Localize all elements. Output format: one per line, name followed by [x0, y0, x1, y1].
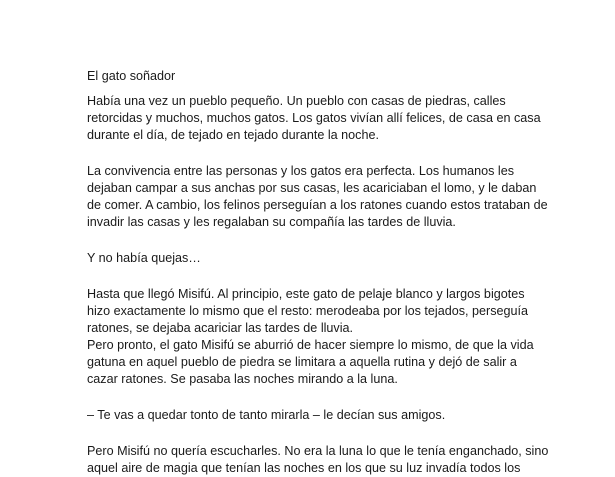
text-line: Había una vez un pueblo pequeño. Un pueblo con casas de piedras, calles	[87, 94, 506, 108]
text-line: aquel aire de magia que tenían las noches en los que su luz invadía todos los	[87, 461, 521, 475]
text-line: ratones, se dejaba acariciar las tardes de lluvia.	[87, 321, 354, 335]
story-title: El gato soñador	[87, 69, 176, 83]
paragraph-1	[87, 93, 587, 144]
text-line: Y no había quejas…	[87, 251, 201, 265]
paragraph-6	[87, 407, 587, 424]
text-line: gatuna en aquel pueblo de piedra se limitara a aquella rutina y dejó de salir a	[87, 355, 517, 369]
text-line: hizo exactamente lo mismo que el resto: merodeaba por los tejados, perseguía	[87, 304, 529, 318]
text-line: durante el día, de tejado en tejado durante la noche.	[87, 128, 379, 142]
text-line: Hasta que llegó Misifú. Al principio, este gato de pelaje blanco y largos bigotes	[87, 287, 525, 301]
text-line: de comer. A cambio, los felinos perseguían a los ratones cuando estos trataban de	[87, 198, 548, 212]
paragraph-2	[87, 163, 587, 231]
text-line: La convivencia entre las personas y los gatos era perfecta. Los humanos les	[87, 164, 515, 178]
text-line: Pero Misifú no quería escucharles. No era la luna lo que le tenía enganchado, sino	[87, 444, 549, 458]
paragraph-4	[87, 286, 587, 337]
paragraph-gap	[87, 231, 587, 250]
paragraph-gap	[87, 144, 587, 163]
text-line: invadir las casas y les regalaban su compañía las tardes de lluvia.	[87, 215, 456, 229]
text-line: dejaban campar a sus anchas por sus casas, les acariciaban el lomo, y le daban	[87, 181, 537, 195]
text-line: – Te vas a quedar tonto de tanto mirarla – le decían sus amigos.	[87, 408, 446, 422]
text-line: retorcidas y muchos, muchos gatos. Los gatos vivían allí felices, de casa en casa	[87, 111, 541, 125]
paragraph-3	[87, 250, 587, 267]
paragraph-gap	[87, 388, 587, 407]
paragraph-5	[87, 337, 587, 388]
text-line: Pero pronto, el gato Misifú se aburrió de hacer siempre lo mismo, de que la vida	[87, 338, 534, 352]
document-body	[87, 68, 587, 477]
paragraph-7	[87, 443, 587, 477]
text-line: cazar ratones. Se pasaba las noches mirando a la luna.	[87, 372, 398, 386]
paragraph-gap	[87, 424, 587, 443]
paragraph-gap	[87, 267, 587, 286]
